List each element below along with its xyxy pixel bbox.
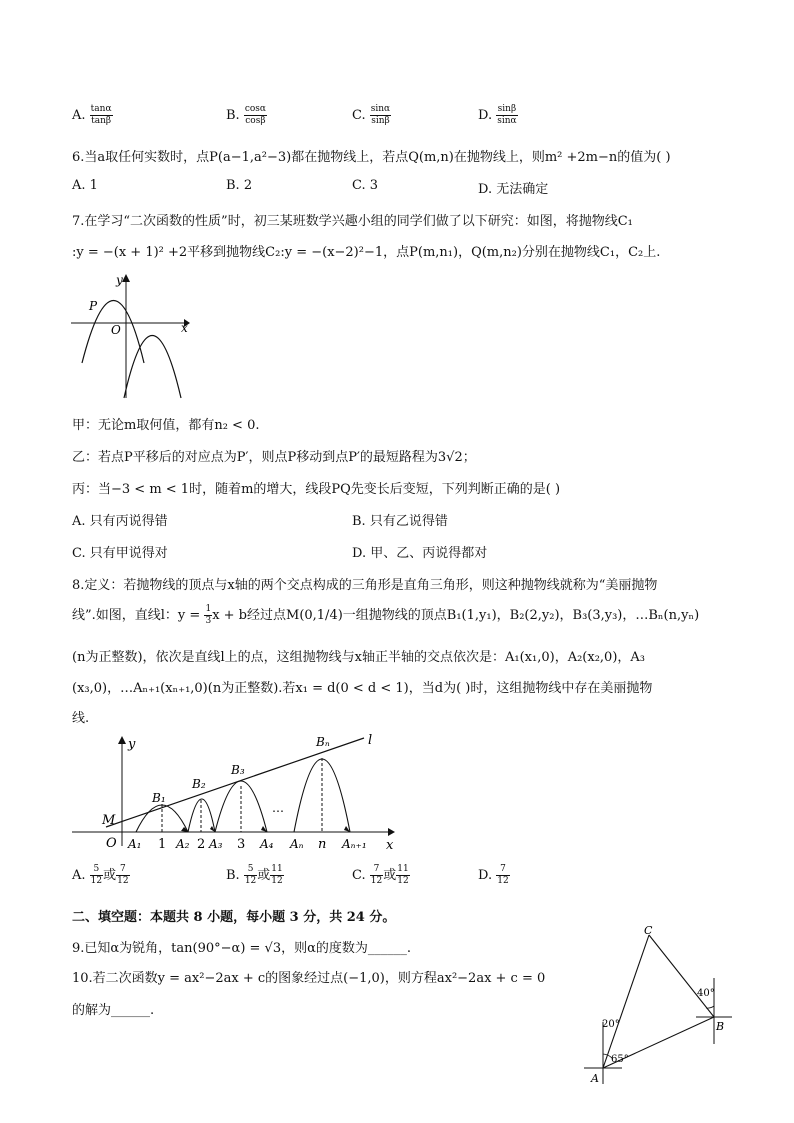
tick-n: n bbox=[318, 837, 327, 852]
point-m-coordinates: (0,1/4) bbox=[299, 608, 343, 623]
fraction bbox=[270, 864, 283, 887]
q6-option-d: D. 无法确定 bbox=[478, 182, 549, 197]
q7-option-a: A. 只有丙说得错 bbox=[72, 514, 168, 529]
side-ac bbox=[603, 935, 649, 1068]
tick-1: 1 bbox=[158, 837, 167, 852]
fraction bbox=[90, 864, 103, 887]
tick-3: 3 bbox=[237, 837, 246, 852]
numerator: 1 bbox=[205, 604, 212, 614]
origin-label: O bbox=[106, 836, 117, 851]
ellipsis-label: … bbox=[272, 801, 284, 815]
q8-parabolas-graph bbox=[68, 728, 404, 856]
angle-20-label: 20° bbox=[602, 1019, 620, 1030]
line-l bbox=[106, 738, 364, 827]
q8-line2 bbox=[72, 604, 699, 627]
q8-line5: 线. bbox=[72, 711, 90, 726]
origin-label: O bbox=[111, 323, 121, 337]
fraction bbox=[370, 104, 391, 127]
fraction bbox=[496, 104, 517, 127]
numerator: tanα bbox=[90, 104, 112, 114]
angle-arc-b bbox=[706, 1006, 714, 1008]
point-an-label: Aₙ bbox=[290, 837, 304, 851]
fraction bbox=[90, 104, 113, 127]
option-letter: D. bbox=[478, 868, 493, 883]
vertex-b3-label: B₃ bbox=[231, 763, 245, 777]
q7-stem-line1: 7.在学习“二次函数的性质”时，初三某班数学兴趣小组的同学们做了以下研究：如图，将抛物线C₁ bbox=[72, 214, 633, 229]
q10-line1: 10.若二次函数y = ax²−2ax + c的图象经过点(−1,0)，则方程ax²−2ax + c = 0 bbox=[72, 971, 546, 986]
q7-option-d: D. 甲、乙、丙说得都对 bbox=[352, 546, 488, 561]
parabola-c2 bbox=[124, 336, 181, 399]
point-m-label: M bbox=[102, 813, 116, 828]
fraction bbox=[244, 864, 257, 887]
denominator: sinβ bbox=[371, 116, 390, 126]
x-axis-label: x bbox=[386, 838, 394, 853]
q5-option-c bbox=[352, 104, 391, 127]
x-axis-label: x bbox=[181, 321, 188, 335]
x-axis-arrow bbox=[388, 828, 395, 836]
q7-stem-line2: :y = −(x + 1)² +2平移到抛物线C₂:y = −(x−2)²−1，点P(m,n₁)，Q(m,n₂)分别在抛物线C₁，C₂上. bbox=[72, 245, 661, 260]
denominator: 12 bbox=[117, 876, 129, 886]
point-a1-label: A₁ bbox=[128, 837, 142, 851]
denominator: tanβ bbox=[91, 116, 112, 126]
q6-option-c: C. 3 bbox=[352, 178, 379, 193]
or-word: 或 bbox=[103, 868, 117, 883]
option-letter: B. bbox=[226, 108, 240, 123]
side-cb bbox=[649, 935, 714, 1017]
angle-40-label: 40° bbox=[697, 988, 715, 999]
tick-2: 2 bbox=[197, 837, 206, 852]
q8-option-b bbox=[226, 864, 284, 887]
vertex-c-label: C bbox=[644, 924, 653, 937]
option-letter: D. bbox=[478, 108, 493, 123]
option-letter: B. bbox=[226, 868, 240, 883]
line-l-label: l bbox=[368, 733, 373, 748]
q7-statement-jia: 甲：无论m取何值，都有n₂ < 0. bbox=[72, 418, 260, 433]
q7-option-b: B. 只有乙说得错 bbox=[352, 514, 448, 529]
fraction bbox=[396, 864, 409, 887]
numerator: sinα bbox=[370, 104, 391, 114]
vertex-b1-label: B₁ bbox=[152, 791, 166, 805]
q8-line2-part-c: 一组抛物线的顶点B₁(1,y₁)，B₂(2,y₂)，B₃(3,y₃)，…Bₙ(n,yₙ) bbox=[342, 608, 700, 623]
denominator: 12 bbox=[271, 876, 283, 886]
point-a3-label: A₃ bbox=[209, 837, 223, 851]
angle-65-label: 65° bbox=[611, 1054, 629, 1065]
point-a2-label: A₂ bbox=[176, 837, 190, 851]
q8-line4: (x₃,0)，…Aₙ₊₁(xₙ₊₁,0)(n为正整数).若x₁ = d(0 < d < 1)，当d为( )时，这组抛物线中存在美丽抛物 bbox=[72, 681, 653, 696]
q8-option-c bbox=[352, 864, 410, 887]
point-p-label: P bbox=[89, 299, 98, 313]
q7-option-c: C. 只有甲说得对 bbox=[72, 546, 168, 561]
fraction bbox=[116, 864, 129, 887]
q6-stem: 6.当a取任何实数时，点P(a−1,a²−3)都在抛物线上，若点Q(m,n)在抛物线上，则m² +2m−n的值为( ) bbox=[72, 150, 671, 165]
q8-line3: (n为正整数)，依次是直线l上的点，这组抛物线与x轴正半轴的交点依次是：A₁(x₁,0)，A₂(x₂,0)，A₃ bbox=[72, 650, 645, 665]
point-a4-label: A₄ bbox=[260, 837, 274, 851]
denominator: 12 bbox=[397, 876, 409, 886]
fraction bbox=[244, 104, 267, 127]
section-heading: 二、填空题：本题共 8 小题，每小题 3 分，共 24 分。 bbox=[72, 910, 396, 925]
option-letter: A. bbox=[72, 108, 86, 123]
y-axis-label: y bbox=[128, 737, 136, 752]
q7-parabola-graph bbox=[68, 268, 198, 403]
fraction bbox=[496, 864, 509, 887]
numerator: cosα bbox=[244, 104, 266, 114]
q5-option-b bbox=[226, 104, 267, 127]
fraction bbox=[370, 864, 383, 887]
vertex-b2-label: B₂ bbox=[192, 777, 206, 791]
denominator: cosβ bbox=[245, 116, 266, 126]
q8-line1: 8.定义：若抛物线的顶点与x轴的两个交点构成的三角形是直角三角形，则这种抛物线就称为“美丽抛物 bbox=[72, 578, 658, 593]
vertex-bn-label: Bₙ bbox=[316, 735, 330, 749]
q9-stem: 9.已知α为锐角，tan(90°−α) = √3，则α的度数为______. bbox=[72, 941, 412, 956]
q5-option-a bbox=[72, 104, 113, 127]
denominator: 12 bbox=[497, 876, 509, 886]
numerator: 11 bbox=[397, 864, 409, 874]
option-letter: A. bbox=[72, 868, 86, 883]
y-axis-arrow bbox=[122, 274, 130, 282]
q5-option-d bbox=[478, 104, 518, 127]
point-an1-label: Aₙ₊₁ bbox=[342, 837, 367, 851]
numerator: sinβ bbox=[497, 104, 517, 114]
numerator: 5 bbox=[90, 864, 103, 876]
numerator: 7 bbox=[496, 864, 509, 876]
q8-option-a bbox=[72, 864, 130, 887]
q10-line2: 的解为______. bbox=[72, 1003, 155, 1018]
q6-option-a: A. 1 bbox=[72, 178, 98, 193]
triangle-figure bbox=[578, 922, 738, 1087]
numerator: 7 bbox=[116, 864, 129, 876]
q7-statement-yi: 乙：若点P平移后的对应点为P′，则点P移动到点P′的最短路程为3√2； bbox=[72, 450, 476, 465]
vertex-b-label: B bbox=[716, 1020, 725, 1033]
y-axis-label: y bbox=[116, 273, 123, 287]
q7-statement-bing: 丙：当−3 < m < 1时，随着m的增大，线段PQ先变长后变短，下列判断正确的是( ) bbox=[72, 482, 561, 497]
option-letter: C. bbox=[352, 108, 366, 123]
q8-option-d bbox=[478, 864, 510, 887]
q8-line2-part-a: 线”.如图，直线l：y = bbox=[72, 608, 201, 623]
denominator: 12 bbox=[90, 876, 103, 886]
or-word: 或 bbox=[383, 868, 397, 883]
numerator: 5 bbox=[244, 864, 257, 876]
denominator: 3 bbox=[205, 616, 212, 626]
q6-option-b: B. 2 bbox=[226, 178, 253, 193]
vertex-a-label: A bbox=[591, 1072, 599, 1085]
arrow-a2 bbox=[181, 827, 189, 832]
option-letter: C. bbox=[352, 868, 366, 883]
or-word: 或 bbox=[257, 868, 271, 883]
y-axis-arrow bbox=[118, 736, 126, 744]
denominator: 12 bbox=[244, 876, 257, 886]
numerator: 7 bbox=[370, 864, 383, 876]
denominator: 12 bbox=[370, 876, 383, 886]
q8-line2-part-b: x + b经过点M bbox=[212, 608, 300, 623]
denominator: sinα bbox=[497, 116, 517, 126]
numerator: 11 bbox=[271, 864, 283, 874]
